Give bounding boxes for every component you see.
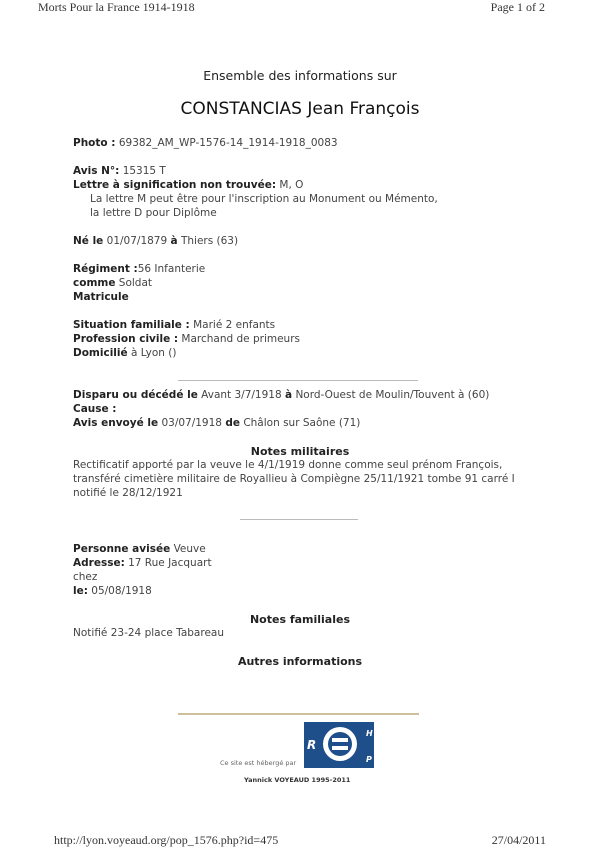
svg-text:R: R: [307, 738, 317, 752]
domicile-a: à: [130, 347, 138, 359]
notice-sent-label: Avis envoyé le: [73, 417, 159, 429]
notified-date-label: le:: [73, 585, 88, 597]
avis-value: 15315 T: [122, 165, 166, 177]
photo-row: [73, 137, 338, 149]
family-situation-value: Marié 2 enfants: [193, 319, 276, 331]
rank-label: comme: [73, 277, 116, 289]
rank-value: Soldat: [118, 277, 153, 289]
header-site-title: Morts Pour la France 1914-1918: [38, 0, 195, 14]
military-notes-title: Notes militaires: [250, 445, 350, 458]
lettre-label: Lettre à signification non trouvée:: [73, 179, 277, 191]
rank-row: [73, 277, 152, 289]
footer-date: 27/04/2011: [491, 833, 546, 847]
death-row: [73, 389, 489, 401]
photo-label: Photo :: [73, 137, 116, 149]
family-situation-row: [73, 319, 275, 331]
lettre-value: M, O: [279, 179, 304, 191]
military-note-line-3: notifié le 28/12/1921: [73, 487, 183, 499]
hosting-credit: [0, 722, 600, 792]
host-logo[interactable]: [304, 722, 374, 768]
death-place: Nord-Ouest de Moulin/Touvent à (60): [295, 389, 490, 401]
notified-person-value: Veuve: [173, 543, 206, 555]
hosting-owner: Yannick VOYEAUD 1995-2011: [244, 776, 351, 784]
chez-line: chez: [73, 571, 98, 583]
svg-text:H: H: [366, 729, 373, 738]
notice-sent-row: [73, 417, 360, 429]
profession-row: [73, 333, 300, 345]
regiment-label: Régiment :: [73, 263, 138, 275]
death-label: Disparu ou décédé le: [73, 389, 198, 401]
birth-a: à: [170, 235, 178, 247]
birth-date: 01/07/1879: [106, 235, 168, 247]
death-date: Avant 3/7/1918: [201, 389, 282, 401]
intro-heading: Ensemble des informations sur: [203, 68, 397, 83]
other-info-title: Autres informations: [237, 655, 363, 668]
military-note-line-2: transféré cimetière militaire de Royallieu à Compiègne 25/11/1921 tombe 91 carré I: [73, 473, 515, 485]
family-note-text: Notifié 23-24 place Tabareau: [73, 627, 225, 639]
family-situation-label: Situation familiale :: [73, 319, 190, 331]
address-row: [73, 557, 212, 569]
domicile-value: Lyon (): [140, 347, 177, 359]
photo-value: 69382_AM_WP-1576-14_1914-1918_0083: [118, 137, 338, 149]
birth-place: Thiers (63): [180, 235, 239, 247]
death-a: à: [285, 389, 293, 401]
notice-sent-de: de: [225, 417, 240, 429]
family-notes-title: Notes familiales: [249, 613, 351, 626]
svg-text:P: P: [366, 755, 372, 764]
person-name-heading: CONSTANCIAS Jean François: [180, 99, 420, 119]
hosting-text: Ce site est hébergé par: [220, 759, 297, 767]
profession-value: Marchand de primeurs: [181, 333, 300, 345]
military-note-line-1: Rectificatif apporté par la veuve le 4/1/1919 donne comme seul prénom François,: [73, 459, 503, 471]
notified-person-label: Personne avisée: [73, 543, 171, 555]
notified-date-value: 05/08/1918: [91, 585, 152, 597]
divider-2: [240, 519, 358, 520]
regiment-row: [73, 263, 205, 275]
lettre-note-2: la lettre D pour Diplôme: [90, 207, 217, 219]
lettre-row: [73, 179, 303, 191]
domicile-row: [73, 347, 176, 359]
avis-label: Avis N°:: [73, 165, 120, 177]
header-page-number: Page 1 of 2: [490, 0, 545, 14]
divider-1: [178, 380, 418, 381]
address-label: Adresse:: [73, 557, 125, 569]
lettre-note-1: La lettre M peut être pour l'inscription au Monument ou Mémento,: [90, 193, 438, 205]
footer-url: http://lyon.voyeaud.org/pop_1576.php?id=475: [54, 833, 279, 847]
cause-label: Cause :: [73, 403, 117, 415]
birth-row: [73, 235, 238, 247]
avis-row: [73, 165, 166, 177]
matricule-label: Matricule: [73, 291, 129, 303]
notified-date-row: [73, 585, 152, 597]
birth-label: Né le: [73, 235, 104, 247]
notice-sent-date: 03/07/1918: [161, 417, 222, 429]
divider-3: [178, 713, 419, 715]
profession-label: Profession civile :: [73, 333, 179, 345]
notified-person-row: [73, 543, 206, 555]
address-value: 17 Rue Jacquart: [128, 557, 212, 569]
notice-sent-place: Châlon sur Saône (71): [243, 417, 361, 429]
regiment-value: 56 Infanterie: [137, 263, 206, 275]
host-logo-icon: [304, 722, 374, 768]
domicile-label: Domicilié: [73, 347, 128, 359]
